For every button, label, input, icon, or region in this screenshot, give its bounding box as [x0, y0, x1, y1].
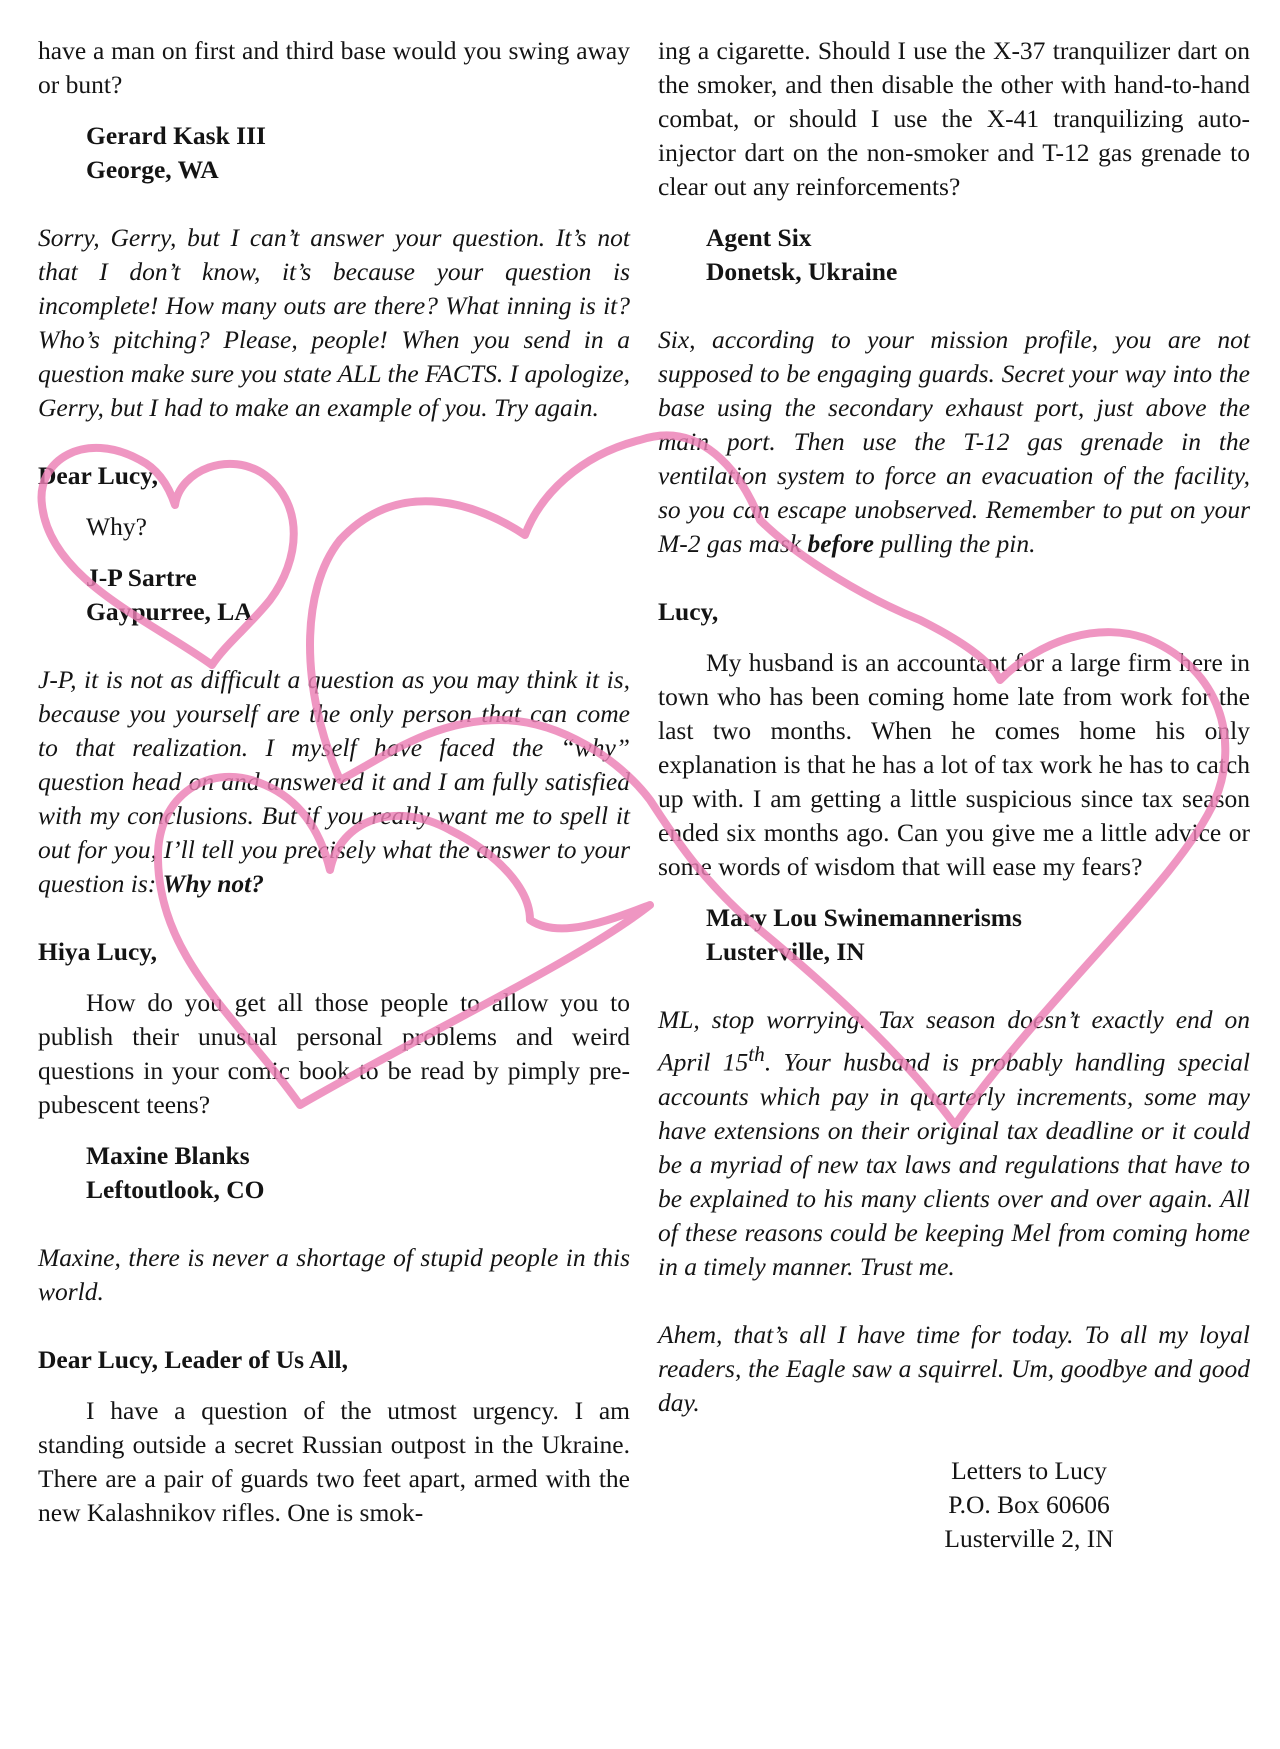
reply-text-bold: Why not? [162, 869, 264, 898]
signature-place: Donetsk, Ukraine [706, 257, 898, 286]
mailing-address [658, 1454, 1250, 1556]
address-line: Letters to Lucy [951, 1455, 1107, 1485]
reply-text [658, 323, 1250, 561]
right-column [658, 34, 1250, 1556]
letter-salutation: Lucy, [658, 597, 719, 626]
reply-text: Maxine, there is never a shortage of stupid people in this world. [38, 1243, 630, 1306]
signature-place: Gaypurree, LA [86, 597, 253, 626]
address-line: P.O. Box 60606 [948, 1489, 1110, 1519]
reply-text-main: J-P, it is not as difficult a question as you may think it is, because you yourself are the only person that can come to that realization. I myself have faced the “why” question head on and answered it and I am fully satisfied with my conclusions. But if you really want me to spell it out for you, I’ll tell you precisely what the answer to your question is: [38, 665, 630, 898]
reply-text-bold: before [807, 529, 875, 558]
reply-text-post: pulling the pin. [874, 529, 1036, 558]
signature-place: Lusterville, IN [706, 937, 865, 966]
reply-text [38, 663, 630, 901]
signature-name: Mary Lou Swinemannerisms [706, 903, 1022, 932]
signature-place: George, WA [86, 155, 219, 184]
reply-text-post: . Your husband is probably handling special accounts which pay in quarterly increments, some may have extensions on their original tax deadline or it could be a myriad of new tax laws and regulations that have to be explained to his many clients over and over again. All of these reasons could be keeping Mel from coming home in a timely manner. Trust me. [658, 1047, 1251, 1281]
letter-salutation: Hiya Lucy, [38, 937, 158, 966]
reply-text-pre: ML, stop worrying. Tax season doesn’t exactly end on April 15 [658, 1005, 1250, 1077]
letter-text: Why? [86, 512, 147, 541]
reply-text-pre: Six, according to your mission profile, you are not supposed to be engaging guards. Secret your way into the base using the secondary exhaust port, just above the main port. Then use the T-12 gas grenade in the ventilation system to force an evacuation of the facility, so you can escape unobserved. Remember to put on your M-2 gas mask [658, 325, 1250, 558]
letter-salutation: Dear Lucy, Leader of Us All, [38, 1345, 349, 1374]
reply-text [658, 1003, 1250, 1284]
signature-name: Gerard Kask III [86, 121, 266, 150]
signature-name: Agent Six [706, 223, 812, 252]
letter-text: I have a question of the utmost urgency. I am standing outside a secret Russian outpost in the Ukraine. There are a pair of guards two feet apart, armed with the new Kalashnikov rifles. One is smok- [38, 1396, 630, 1527]
reply-text-superscript: th [748, 1042, 765, 1066]
letter-text: My husband is an accountant for a large firm here in town who has been coming home late from work for the last two months. When he comes home his only explanation is that he has a lot of tax work he has to catch up with. I am getting a little suspicious since tax season ended six months ago. Can you give me a little advice or some words of wisdom that will ease my fears? [658, 648, 1250, 881]
left-column [38, 34, 630, 1530]
signature-name: Maxine Blanks [86, 1141, 250, 1170]
signature-place: Leftoutlook, CO [86, 1175, 265, 1204]
reply-text: Sorry, Gerry, but I can’t answer your question. It’s not that I don’t know, it’s because your question is incomplete! How many outs are there? What inning is it? Who’s pitching? Please, people! When you send in a question make sure you state ALL the FACTS. I apologize, Gerry, but I had to make an example of you. Try again. [38, 223, 630, 422]
address-line: Lusterville 2, IN [944, 1523, 1114, 1553]
letter-salutation: Dear Lucy, [38, 461, 158, 490]
letter-text: How do you get all those people to allow you to publish their unusual personal problems and weird questions in your comic book to be read by pimply pre-pubescent teens? [38, 988, 630, 1119]
closing-text: Ahem, that’s all I have time for today. To all my loyal readers, the Eagle saw a squirrel. Um, goodbye and good day. [658, 1319, 1250, 1417]
letter-text: have a man on first and third base would you swing away or bunt? [38, 36, 630, 99]
signature-name: J-P Sartre [86, 563, 197, 592]
letter-text: ing a cigarette. Should I use the X-37 tranquilizer dart on the smoker, and then disable the other with hand-to-hand combat, or should I use the X-41 tranquilizing auto-injector dart on the non-smoker and T-12 gas grenade to clear out any reinforcements? [658, 36, 1250, 201]
